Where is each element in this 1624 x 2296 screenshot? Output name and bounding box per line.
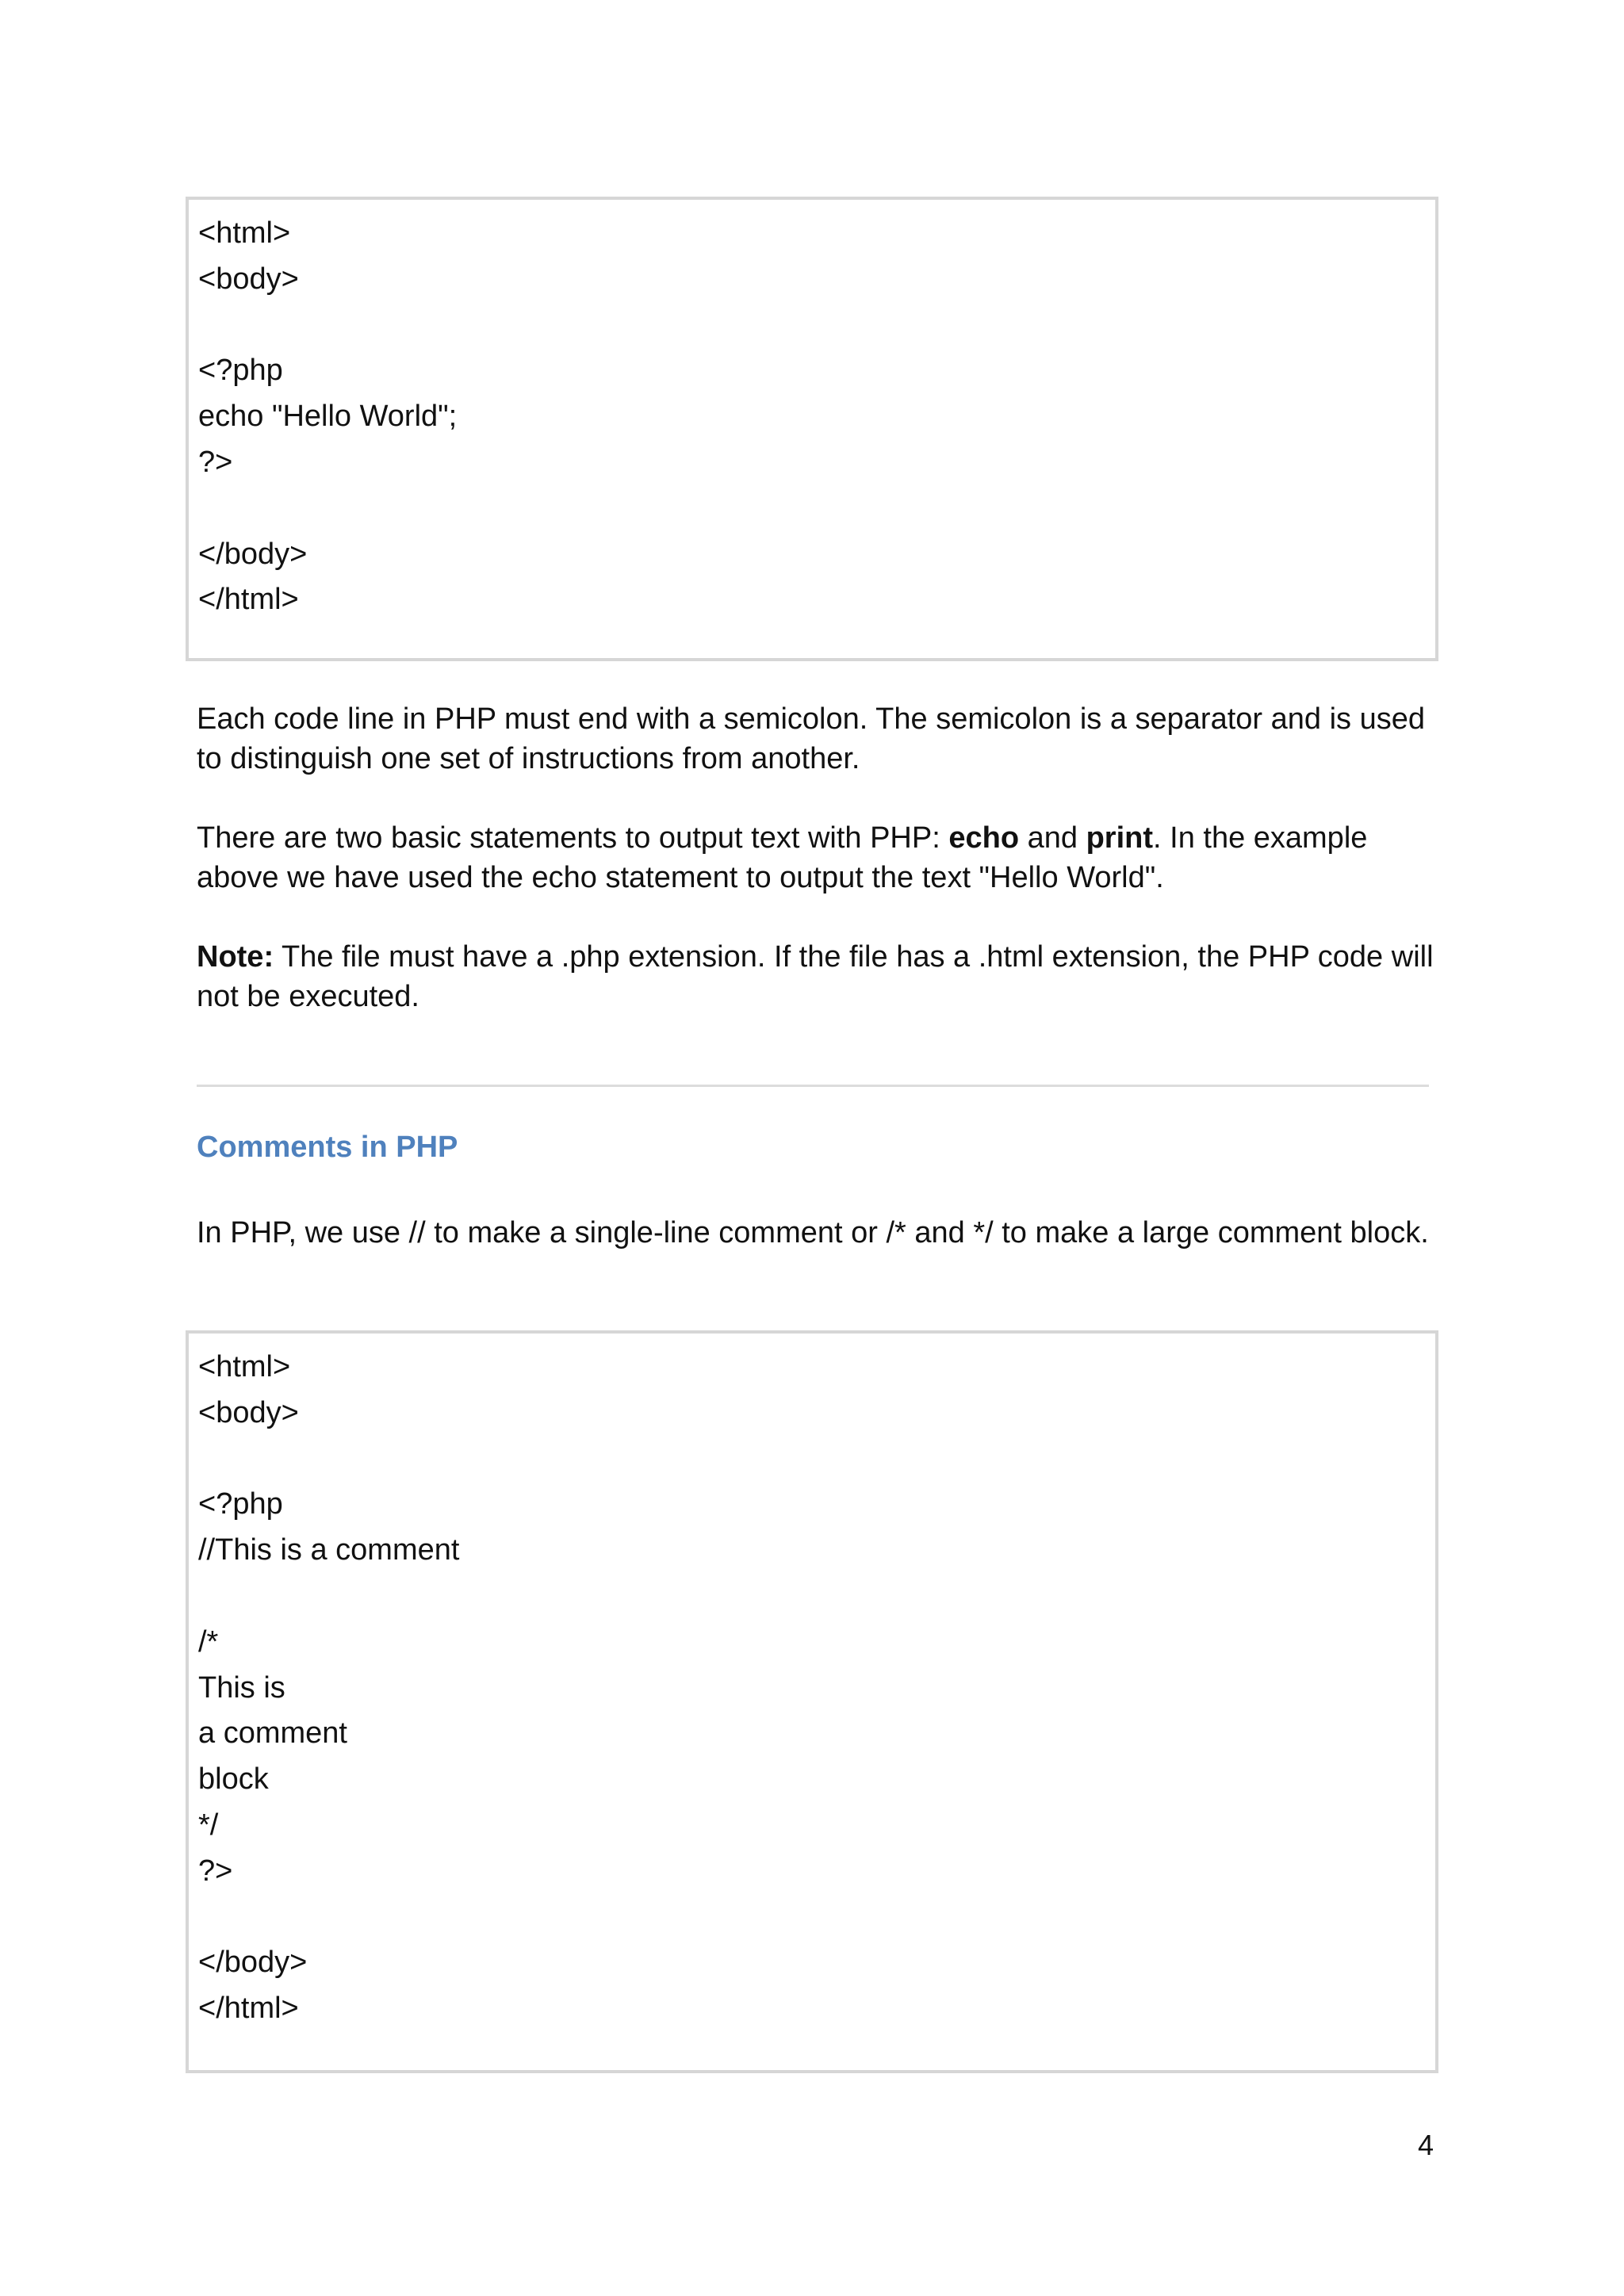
code-example-hello-world	[186, 197, 1438, 661]
code-line	[198, 1895, 1435, 1941]
paragraph-output-statements	[197, 818, 1434, 897]
keyword-print: print	[1086, 821, 1154, 855]
section-heading-comments: Comments in PHP	[197, 1131, 458, 1164]
code-example-comments	[186, 1330, 1438, 2073]
paragraph-semicolon: Each code line in PHP must end with a semicolon. The semicolon is a separator and is used to distinguish one set of instructions from another.	[197, 702, 1425, 775]
code-line: </body>	[198, 537, 308, 571]
code-line: block	[198, 1762, 269, 1797]
code-line: //This is a comment	[198, 1533, 460, 1567]
code-line: <?php	[198, 354, 283, 388]
code-line: </html>	[198, 1992, 299, 2026]
statements-text-between: and	[1019, 821, 1086, 855]
code-line: /*	[198, 1624, 219, 1659]
code-line	[198, 1437, 1435, 1483]
note-label: Note:	[197, 940, 274, 974]
code-line: </html>	[198, 583, 299, 617]
code-line: a comment	[198, 1716, 347, 1751]
code-line: ?>	[198, 445, 233, 479]
page-number: 4	[1417, 2129, 1434, 2161]
code-line: <body>	[198, 262, 299, 296]
code-line: <html>	[198, 1350, 291, 1383]
paragraph-note	[197, 937, 1434, 1016]
code-line: <html>	[198, 216, 291, 250]
code-line	[198, 303, 1435, 349]
statements-text-after: . In the example above we have used the echo statement to output the text "Hello World".	[197, 821, 1368, 894]
code-line: This is	[198, 1670, 285, 1705]
section-divider	[197, 1085, 1429, 1087]
statements-text-before: There are two basic statements to output text with PHP:	[197, 821, 949, 855]
code-line	[198, 486, 1435, 532]
code-line	[198, 1574, 1435, 1620]
paragraph-comments-intro: In PHP, we use // to make a single-line comment or /* and */ to make a large comment block.	[197, 1216, 1429, 1249]
code-line: */	[198, 1808, 219, 1842]
code-line: echo "Hello World";	[198, 400, 458, 434]
code-line: <?php	[198, 1487, 283, 1521]
code-line: <body>	[198, 1395, 299, 1429]
note-text: The file must have a .php extension. If the file has a .html extension, the PHP code will not be executed.	[197, 940, 1434, 1013]
keyword-echo: echo	[948, 821, 1020, 855]
code-line: ?>	[198, 1854, 233, 1888]
code-line: </body>	[198, 1946, 308, 1980]
